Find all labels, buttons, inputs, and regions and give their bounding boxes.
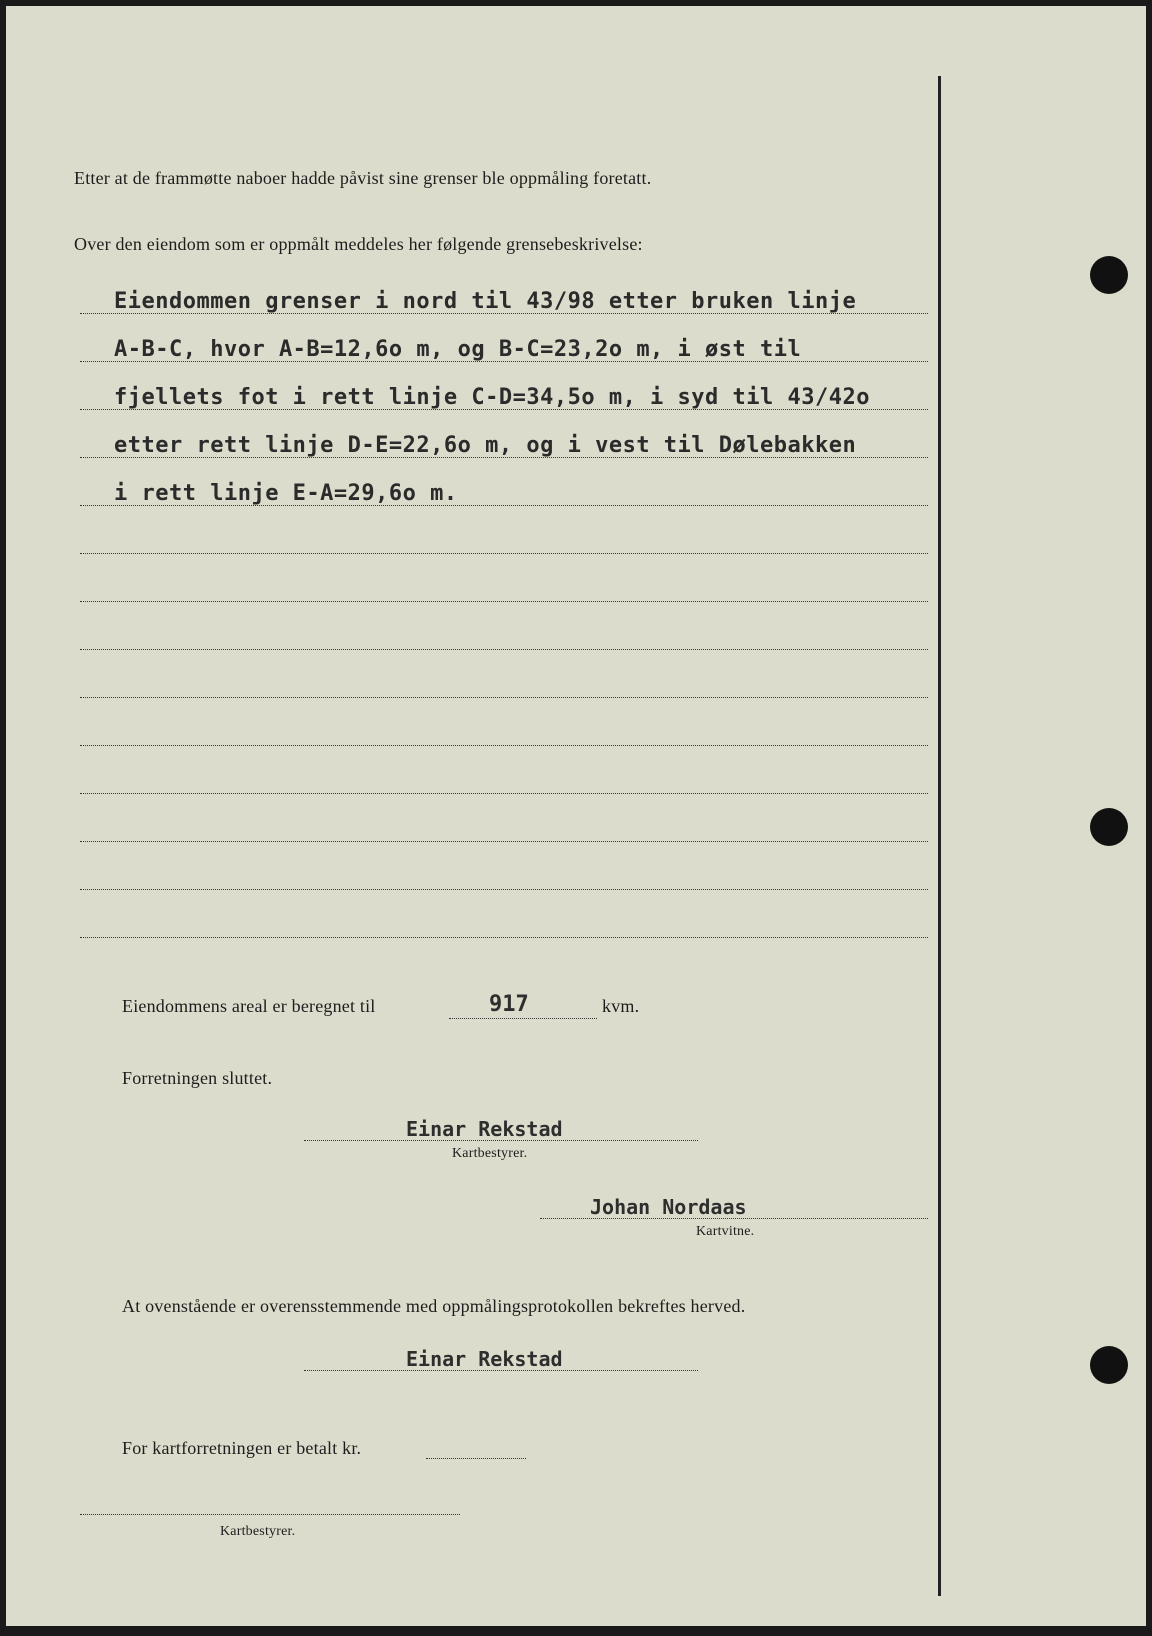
ruled-line bbox=[80, 793, 928, 794]
ruled-line bbox=[80, 745, 928, 746]
ruled-line bbox=[80, 649, 928, 650]
punch-hole bbox=[1090, 808, 1128, 846]
witness-name: Johan Nordaas bbox=[590, 1195, 747, 1219]
footer-signature-line bbox=[80, 1514, 460, 1515]
closing-text: Forretningen sluttet. bbox=[122, 1068, 273, 1088]
margin-line bbox=[938, 76, 941, 1596]
payment-label: For kartforretningen er betalt kr. bbox=[122, 1438, 362, 1458]
area-label: Eiendommens areal er beregnet til bbox=[122, 996, 376, 1016]
payment-field-line bbox=[426, 1458, 526, 1459]
signature-name: Einar Rekstad bbox=[406, 1117, 563, 1141]
ruled-line bbox=[80, 601, 928, 602]
area-field-line bbox=[449, 1018, 597, 1019]
ruled-line bbox=[80, 841, 928, 842]
description-line: Eiendommen grenser i nord til 43/98 etter bruken linje bbox=[114, 289, 857, 314]
description-line: etter rett linje D-E=22,6o m, og i vest til Dølebakken bbox=[114, 433, 857, 458]
area-unit: kvm. bbox=[602, 996, 640, 1016]
description-heading: Over den eiendom som er oppmålt meddeles her følgende grensebeskrivelse: bbox=[74, 234, 643, 254]
footer-title: Kartbestyrer. bbox=[220, 1524, 296, 1539]
witness-title: Kartvitne. bbox=[696, 1224, 755, 1239]
description-line: fjellets fot i rett linje C-D=34,5o m, i syd til 43/42o bbox=[114, 385, 870, 410]
ruled-line bbox=[80, 553, 928, 554]
area-value: 917 bbox=[489, 992, 529, 1017]
ruled-line bbox=[80, 937, 928, 938]
confirmation-signature-name: Einar Rekstad bbox=[406, 1347, 563, 1371]
ruled-line bbox=[80, 889, 928, 890]
description-line: A-B-C, hvor A-B=12,6o m, og B-C=23,2o m, i øst til bbox=[114, 337, 802, 362]
signature-title: Kartbestyrer. bbox=[452, 1146, 528, 1161]
punch-hole bbox=[1090, 1346, 1128, 1384]
confirmation-text: At ovenstående er overensstemmende med oppmålingsprotokollen bekreftes herved. bbox=[122, 1296, 746, 1316]
document-page bbox=[6, 6, 1146, 1626]
description-line: i rett linje E-A=29,6o m. bbox=[114, 481, 458, 506]
punch-hole bbox=[1090, 256, 1128, 294]
ruled-line bbox=[80, 697, 928, 698]
intro-text: Etter at de frammøtte naboer hadde påvist sine grenser ble oppmåling foretatt. bbox=[74, 168, 652, 188]
